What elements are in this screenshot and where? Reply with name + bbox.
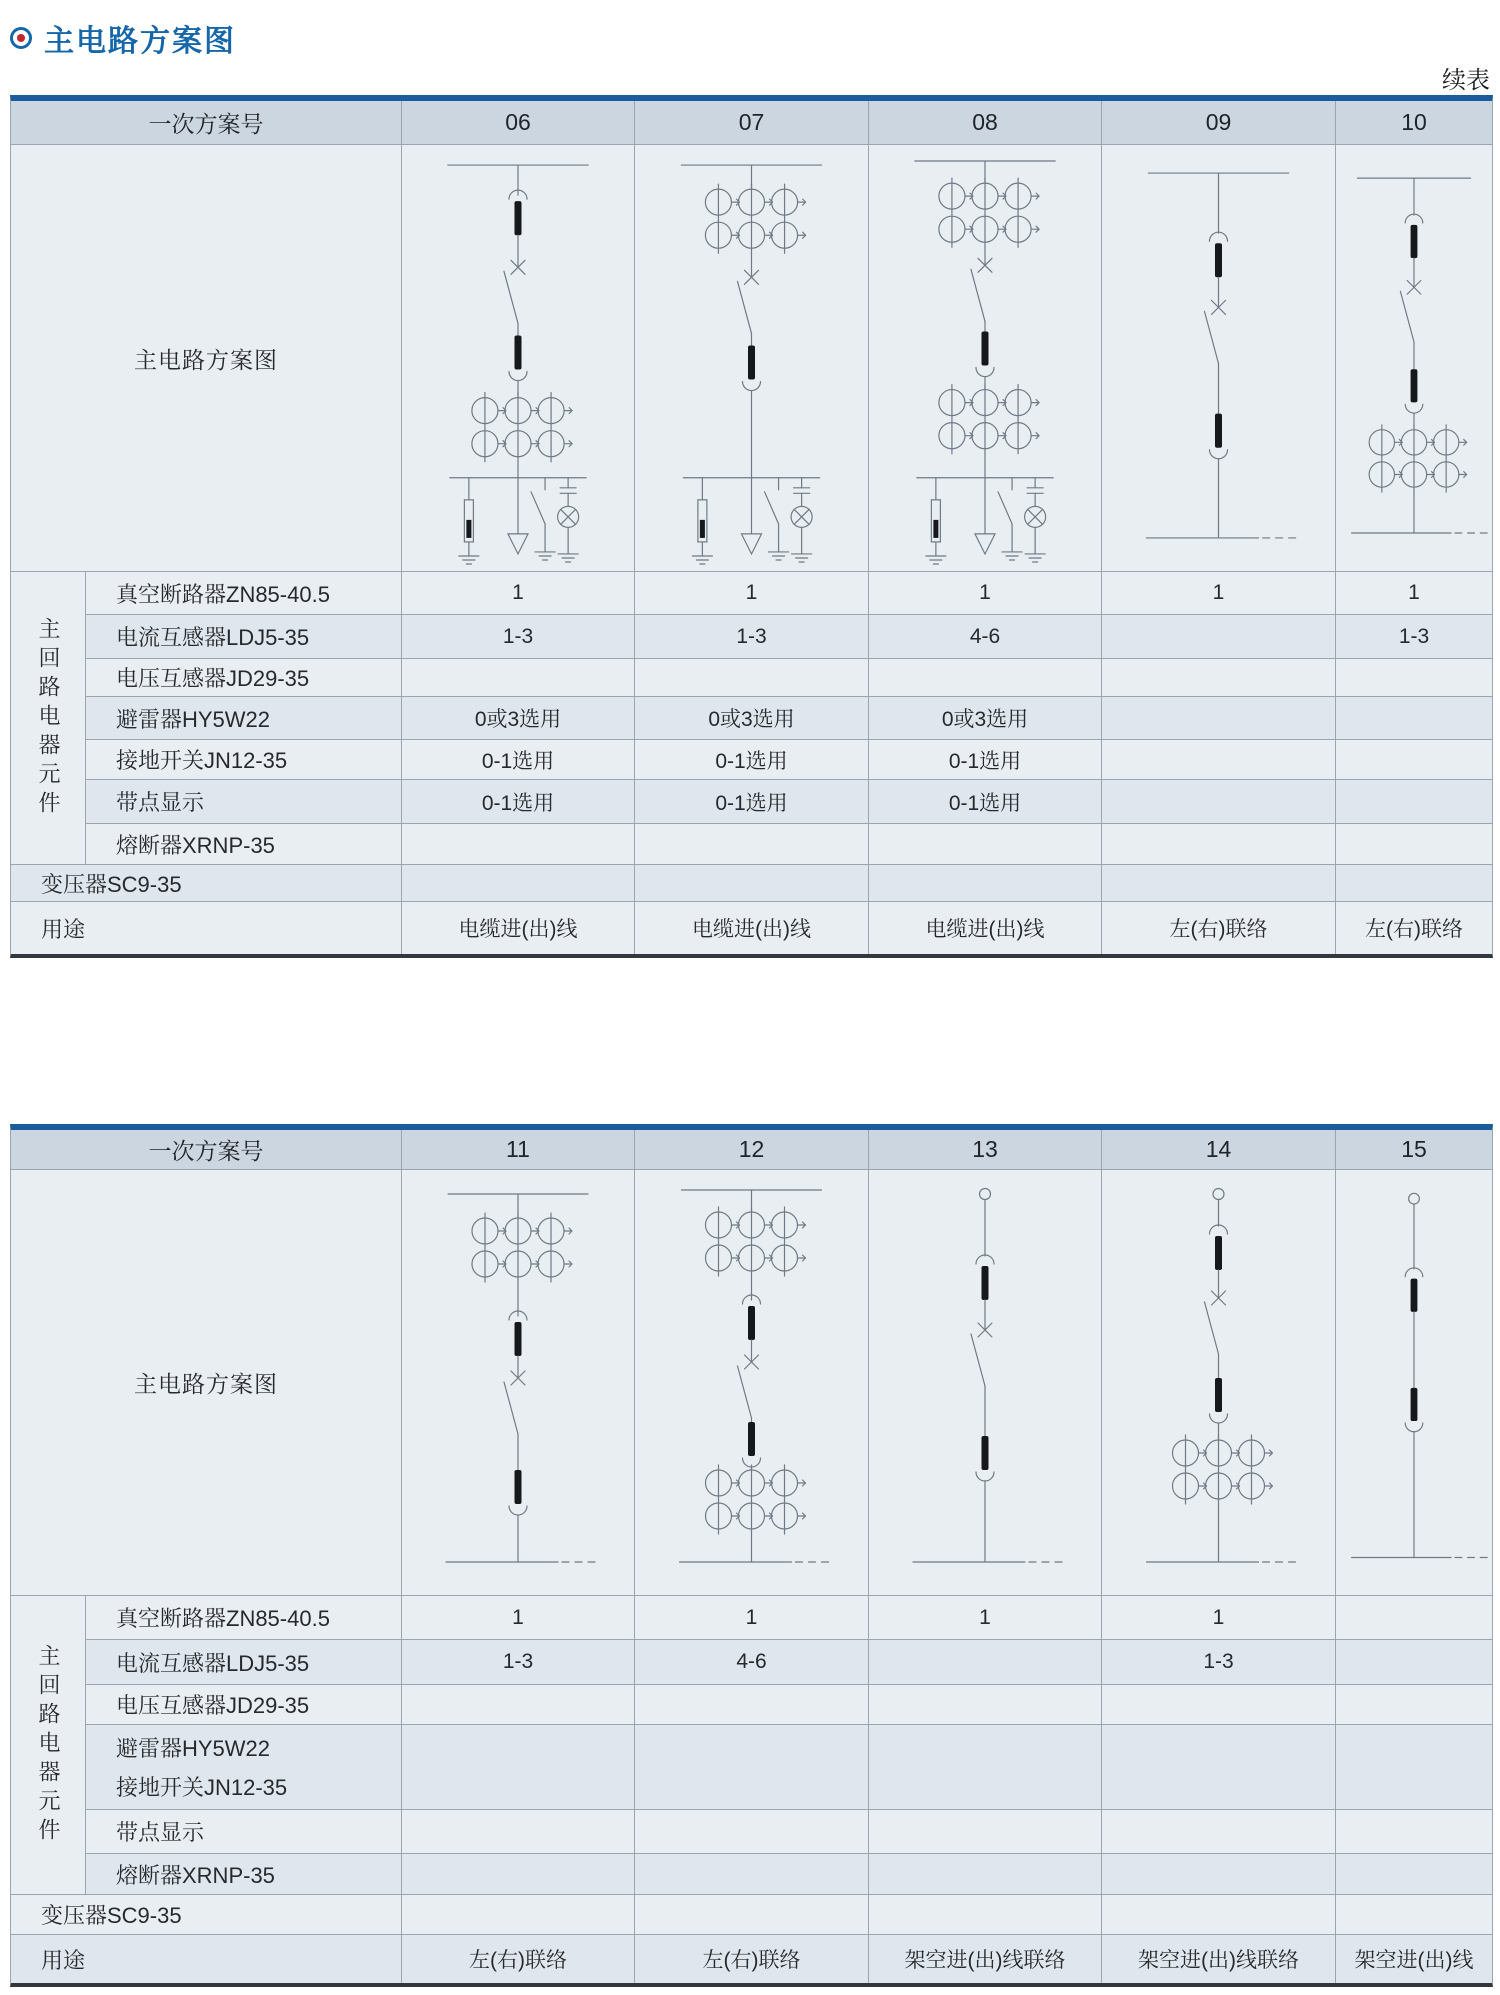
value-cell — [1102, 1685, 1336, 1725]
scheme-08-diagram — [869, 145, 1102, 572]
value-cell: 1 — [635, 1596, 869, 1640]
value-cell: 0-1选用 — [402, 780, 635, 824]
value-cell — [869, 865, 1102, 902]
scheme-12-diagram — [635, 1170, 869, 1596]
row-label: 熔断器XRNP-35 — [86, 824, 402, 865]
row-label: 电流互感器LDJ5-35 — [86, 1640, 402, 1685]
scheme-11-diagram — [402, 1170, 635, 1596]
usage-cell: 左(右)联络 — [1336, 902, 1492, 954]
value-cell — [1336, 1810, 1492, 1854]
circuit-diagram-15-icon — [1336, 1170, 1492, 1595]
value-cell — [1336, 697, 1492, 740]
value-cell: 0或3选用 — [869, 697, 1102, 740]
row-label: 接地开关JN12-35 — [86, 740, 402, 780]
row-label: 避雷器HY5W22 — [116, 1736, 271, 1762]
value-cell — [1336, 1640, 1492, 1685]
value-cell — [1102, 615, 1336, 659]
value-cell — [635, 659, 869, 697]
column-header-10: 10 — [1336, 101, 1492, 145]
value-cell — [635, 824, 869, 865]
usage-cell: 左(右)联络 — [1102, 902, 1336, 954]
circuit-diagram-10-icon — [1336, 145, 1492, 571]
value-cell — [869, 1895, 1102, 1935]
value-cell: 0-1选用 — [402, 740, 635, 780]
value-cell: 0-1选用 — [869, 740, 1102, 780]
value-cell — [1102, 780, 1336, 824]
value-cell: 4-6 — [635, 1640, 869, 1685]
value-cell — [1336, 1685, 1492, 1725]
column-header-08: 08 — [869, 101, 1102, 145]
circuit-diagram-12-icon — [635, 1170, 868, 1595]
value-cell — [1102, 1725, 1336, 1810]
row-label: 电压互感器JD29-35 — [86, 659, 402, 697]
row-label: 接地开关JN12-35 — [116, 1774, 288, 1800]
circuit-diagram-11-icon — [402, 1170, 634, 1595]
usage-cell: 电缆进(出)线 — [869, 902, 1102, 954]
value-cell — [635, 1895, 869, 1935]
value-cell — [869, 1810, 1102, 1854]
value-cell: 1 — [869, 1596, 1102, 1640]
value-cell — [635, 1810, 869, 1854]
column-header-11: 11 — [402, 1130, 635, 1170]
scheme-07-diagram — [635, 145, 869, 572]
value-cell: 1 — [402, 1596, 635, 1640]
row-label-usage: 用途 — [11, 902, 402, 954]
value-cell — [1336, 780, 1492, 824]
circuit-diagram-08-icon — [869, 145, 1101, 571]
column-header-13: 13 — [869, 1130, 1102, 1170]
row-label-usage: 用途 — [11, 1935, 402, 1983]
value-cell: 1 — [1336, 572, 1492, 615]
scheme-10-diagram — [1336, 145, 1492, 572]
circuit-diagram-06-icon — [402, 145, 634, 571]
value-cell — [1336, 1725, 1492, 1810]
value-cell — [1102, 697, 1336, 740]
scheme-09-diagram — [1102, 145, 1336, 572]
value-cell: 1 — [402, 572, 635, 615]
row-label: 带点显示 — [86, 1810, 402, 1854]
circuit-diagram-14-icon — [1102, 1170, 1335, 1595]
row-label-transformer: 变压器SC9-35 — [11, 865, 402, 902]
value-cell: 0-1选用 — [869, 780, 1102, 824]
scheme-15-diagram — [1336, 1170, 1492, 1596]
value-cell: 1-3 — [1336, 615, 1492, 659]
value-cell — [402, 659, 635, 697]
value-cell: 0或3选用 — [635, 697, 869, 740]
row-label: 带点显示 — [86, 780, 402, 824]
usage-cell: 电缆进(出)线 — [402, 902, 635, 954]
value-cell — [869, 1640, 1102, 1685]
value-cell: 1-3 — [402, 615, 635, 659]
row-label: 真空断路器ZN85-40.5 — [86, 572, 402, 615]
circuit-diagram-07-icon — [635, 145, 868, 571]
value-cell: 1 — [1102, 572, 1336, 615]
diagram-row-label: 主电路方案图 — [11, 145, 402, 572]
row-label-arrester-and-earthing-switch — [86, 1725, 402, 1810]
value-cell — [1102, 1854, 1336, 1895]
value-cell — [402, 1685, 635, 1725]
value-cell: 1-3 — [635, 615, 869, 659]
page-title — [10, 16, 236, 60]
value-cell — [1336, 1596, 1492, 1640]
value-cell: 0或3选用 — [402, 697, 635, 740]
diagram-row-label: 主电路方案图 — [11, 1170, 402, 1596]
scheme-table-06-10 — [10, 95, 1493, 958]
header-scheme-number-label: 一次方案号 — [11, 1130, 402, 1170]
value-cell — [1336, 740, 1492, 780]
column-header-07: 07 — [635, 101, 869, 145]
value-cell — [869, 824, 1102, 865]
column-header-14: 14 — [1102, 1130, 1336, 1170]
value-cell — [1336, 824, 1492, 865]
page-title-text: 主电路方案图 — [44, 25, 236, 58]
value-cell: 0-1选用 — [635, 740, 869, 780]
usage-cell: 架空进(出)线 — [1336, 1935, 1492, 1983]
column-header-09: 09 — [1102, 101, 1336, 145]
value-cell — [1102, 740, 1336, 780]
value-cell — [869, 1725, 1102, 1810]
value-cell — [869, 1854, 1102, 1895]
value-cell — [1336, 1895, 1492, 1935]
value-cell — [402, 865, 635, 902]
column-header-15: 15 — [1336, 1130, 1492, 1170]
usage-cell: 架空进(出)线联络 — [1102, 1935, 1336, 1983]
value-cell — [1336, 1854, 1492, 1895]
value-cell — [402, 1725, 635, 1810]
row-label-transformer: 变压器SC9-35 — [11, 1895, 402, 1935]
value-cell — [635, 865, 869, 902]
value-cell — [869, 659, 1102, 697]
row-label: 电压互感器JD29-35 — [86, 1685, 402, 1725]
bullet-icon — [10, 27, 32, 49]
circuit-diagram-13-icon — [869, 1170, 1101, 1595]
value-cell: 1-3 — [1102, 1640, 1336, 1685]
group-label-main-circuit-components: 主回路电器元件 — [11, 572, 86, 865]
usage-cell: 左(右)联络 — [635, 1935, 869, 1983]
value-cell — [635, 1854, 869, 1895]
continued-table-note: 续表 — [1442, 67, 1490, 94]
value-cell — [1102, 865, 1336, 902]
scheme-13-diagram — [869, 1170, 1102, 1596]
value-cell — [635, 1725, 869, 1810]
value-cell — [1102, 1810, 1336, 1854]
group-label-main-circuit-components: 主回路电器元件 — [11, 1596, 86, 1895]
usage-cell: 架空进(出)线联络 — [869, 1935, 1102, 1983]
row-label: 熔断器XRNP-35 — [86, 1854, 402, 1895]
value-cell: 1 — [869, 572, 1102, 615]
value-cell — [402, 1895, 635, 1935]
header-scheme-number-label: 一次方案号 — [11, 101, 402, 145]
usage-cell: 左(右)联络 — [402, 1935, 635, 1983]
value-cell — [402, 1810, 635, 1854]
scheme-14-diagram — [1102, 1170, 1336, 1596]
value-cell — [402, 1854, 635, 1895]
value-cell — [1102, 824, 1336, 865]
column-header-06: 06 — [402, 101, 635, 145]
value-cell — [402, 824, 635, 865]
scheme-06-diagram — [402, 145, 635, 572]
value-cell — [1336, 659, 1492, 697]
circuit-diagram-09-icon — [1102, 145, 1335, 571]
value-cell: 1 — [635, 572, 869, 615]
value-cell — [1102, 1895, 1336, 1935]
scheme-table-11-15 — [10, 1124, 1493, 1987]
column-header-12: 12 — [635, 1130, 869, 1170]
value-cell: 1 — [1102, 1596, 1336, 1640]
value-cell: 0-1选用 — [635, 780, 869, 824]
value-cell: 1-3 — [402, 1640, 635, 1685]
row-label: 电流互感器LDJ5-35 — [86, 615, 402, 659]
value-cell: 4-6 — [869, 615, 1102, 659]
value-cell — [869, 1685, 1102, 1725]
value-cell — [1102, 659, 1336, 697]
row-label: 真空断路器ZN85-40.5 — [86, 1596, 402, 1640]
value-cell — [1336, 865, 1492, 902]
usage-cell: 电缆进(出)线 — [635, 902, 869, 954]
value-cell — [635, 1685, 869, 1725]
row-label: 避雷器HY5W22 — [86, 697, 402, 740]
